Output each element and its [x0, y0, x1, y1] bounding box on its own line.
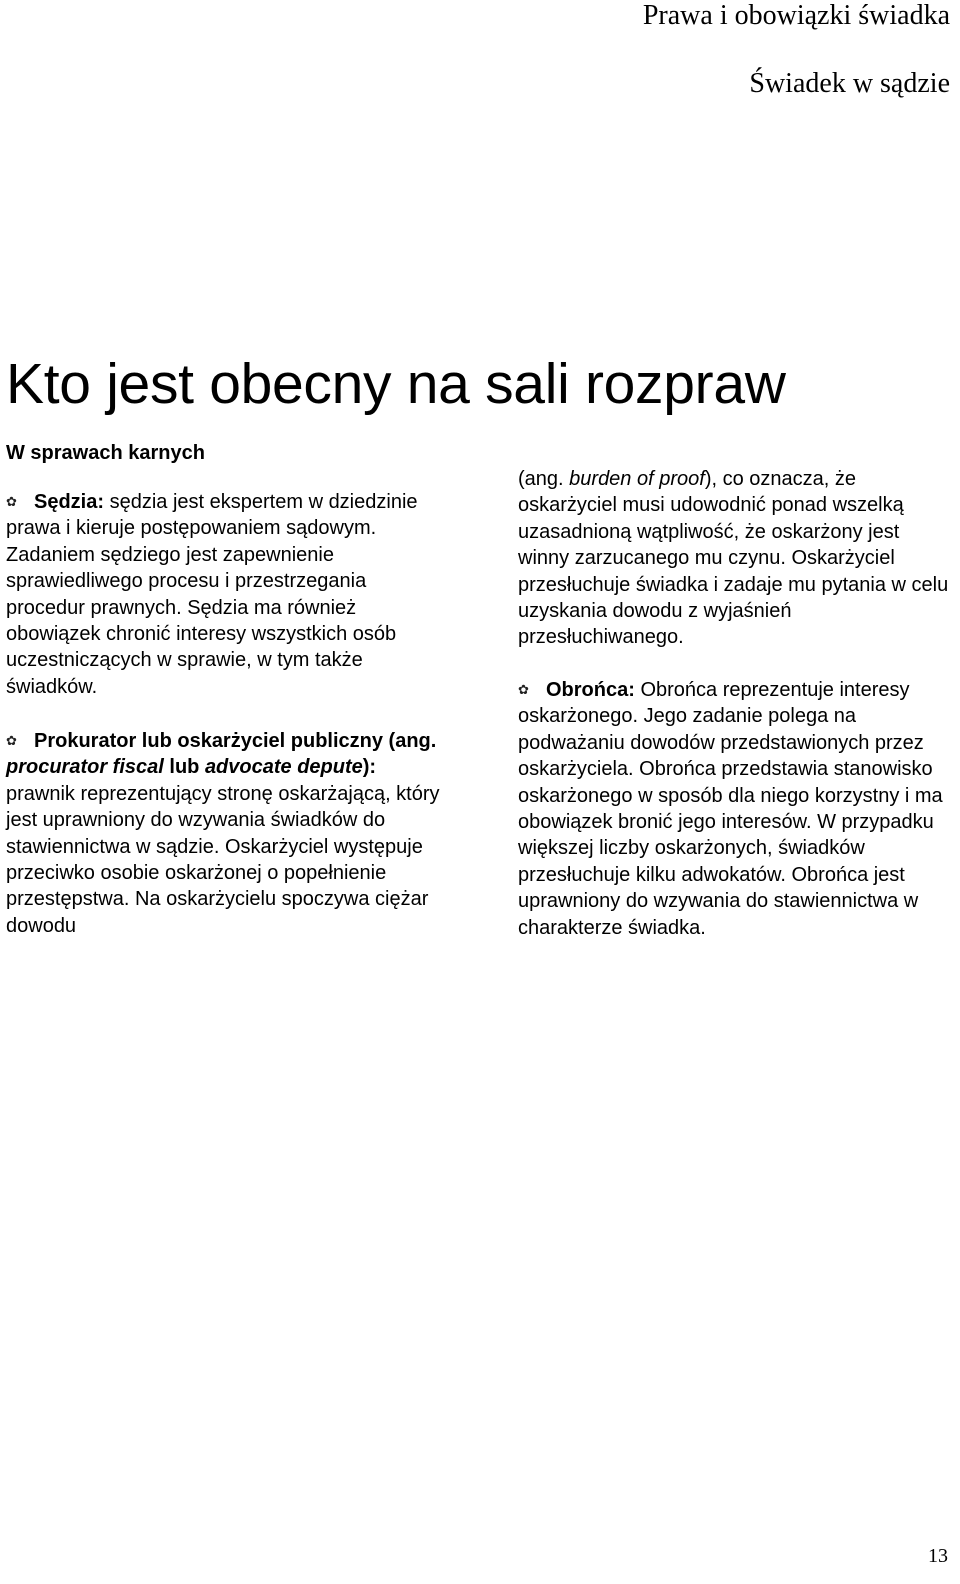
- prosecutor-term-2: advocate depute: [204, 756, 363, 779]
- section-heading: W sprawach karnych: [6, 442, 205, 464]
- prosecutor-text: prawnik reprezentujący stronę oskarżającą, który jest uprawniony do wzywania świadków do stawiennictwa w sądzie. Oskarżyciel występuje przeciwko osobie oskarżonej o popełnienie przestępstwa. Na oskarżycielu spoczywa ciężar dowodu: [6, 782, 440, 937]
- flower-bullet-icon: ✿: [6, 733, 17, 748]
- header-line-1: Prawa i obowiązki świadka: [642, 0, 950, 31]
- burden-text: ), co oznacza, że oskarżyciel musi udowodnić ponad wszelką uzasadnioną wątpliwość, że oskarżony jest winny zarzucanego mu czynu. Oskarżyciel przesłuchuje świadka i zadaje mu pytania w celu uzyskania dowodu z wyjaśnień przesłuchiwanego.: [518, 468, 949, 649]
- prosecutor-ang-open: (ang.: [388, 730, 437, 752]
- burden-term: burden of proof: [569, 468, 705, 490]
- prosecutor-term-1: procurator fiscal: [6, 756, 164, 779]
- defender-paragraph: [518, 677, 954, 941]
- page-number: 13: [928, 1545, 948, 1567]
- judge-paragraph: [6, 489, 442, 700]
- prosecutor-close: ):: [362, 756, 377, 779]
- page-title: Kto jest obecny na sali rozpraw: [6, 352, 786, 417]
- defender-label: Obrońca:: [546, 679, 635, 701]
- defender-text: Obrońca reprezentuje interesy oskarżonego. Jego zadanie polega na podważaniu dowodów przedstawionych przez oskarżyciela. Obrońca przedstawia stanowisko oskarżonego w sposób dla niego korzystny i ma obowiązek bronić jego interesów. W przypadku większej liczby oskarżonych, świadków przesłuchuje kilku adwokatów. Obrońca jest uprawniony do wzywania do stawiennictwa w charakterze świadka.: [518, 679, 943, 939]
- prosecutor-label: Prokurator lub oskarżyciel publiczny: [34, 730, 383, 752]
- prosecutor-or: lub: [163, 756, 205, 779]
- judge-label: Sędzia:: [34, 491, 105, 513]
- flower-bullet-icon: ✿: [6, 494, 17, 509]
- header-line-2: Świadek w sądzie: [749, 68, 950, 99]
- burden-paragraph: [518, 466, 954, 651]
- prosecutor-paragraph: [6, 728, 442, 939]
- burden-ang-open: (ang.: [518, 468, 570, 490]
- flower-bullet-icon: ✿: [518, 682, 529, 697]
- judge-text: sędzia jest ekspertem w dziedzinie prawa i kieruje postępowaniem sądowym. Zadaniem sędziego jest zapewnienie sprawiedliwego procesu i przestrzegania procedur prawnych. Sędzia ma również obowiązek chronić interesy wszystkich osób uczestniczących w sprawie, w tym także świadków.: [6, 491, 418, 698]
